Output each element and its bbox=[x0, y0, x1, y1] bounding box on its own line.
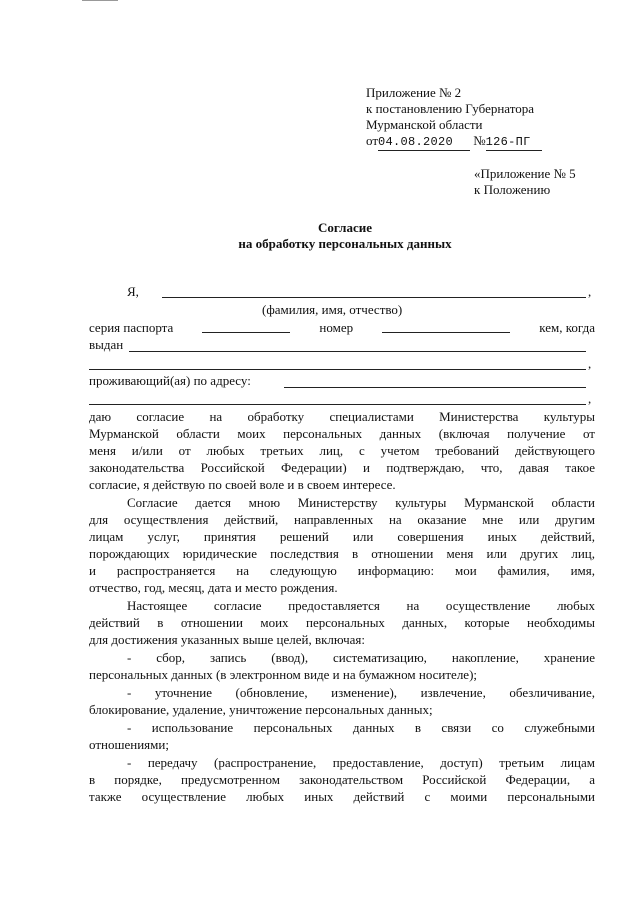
passport-number-field[interactable] bbox=[382, 320, 510, 333]
p1-line-1: даю согласие на обработку специалистами Министерства культуры bbox=[89, 409, 595, 424]
list1-line-1: - сбор, запись (ввод), систематизацию, накопление, хранение bbox=[127, 650, 595, 665]
address-field[interactable] bbox=[284, 387, 586, 388]
p2-line-3: лицам услуг, принятия решений или совершения иных действий, bbox=[89, 529, 595, 544]
issued-comma: , bbox=[588, 356, 592, 371]
p1-line-4: законодательства Российской Федерации) и подтверждаю, что, давая такое bbox=[89, 460, 595, 475]
decree-reference: к постановлению Губернатора bbox=[366, 101, 535, 116]
list3-line-2: отношениями; bbox=[89, 737, 169, 752]
appendix-number: Приложение № 2 bbox=[366, 85, 462, 100]
doc-subtitle: на обработку персональных данных bbox=[238, 236, 452, 251]
issued-field[interactable] bbox=[129, 351, 586, 352]
decree-number: 126-ПГ bbox=[486, 134, 542, 151]
regulation-reference: к Положению bbox=[474, 182, 551, 197]
passport-line bbox=[89, 320, 595, 336]
fio-caption: (фамилия, имя, отчество) bbox=[262, 302, 403, 317]
p2-line-2: для осуществления действий, направленных на оказание мне или другим bbox=[89, 512, 595, 527]
passport-number-label: номер bbox=[319, 320, 354, 335]
address-field-cont[interactable] bbox=[89, 404, 586, 405]
list3-line-1: - использование персональных данных в связи со служебными bbox=[127, 720, 595, 735]
list4-line-2: в порядке, предусмотренном законодательством Российской Федерации, а bbox=[89, 772, 595, 787]
sub-appendix-number: «Приложение № 5 bbox=[474, 166, 576, 181]
p3-line-2: действий в отношении моих персональных данных, которые необходимы bbox=[89, 615, 595, 630]
number-sign: № bbox=[473, 133, 486, 148]
list2-line-1: - уточнение (обновление, изменение), извлечение, обезличивание, bbox=[127, 685, 595, 700]
issued-label: выдан bbox=[89, 337, 124, 352]
p3-line-3: для достижения указанных выше целей, включая: bbox=[89, 632, 365, 647]
issued-by-label: кем, когда bbox=[539, 320, 595, 335]
p2-line-1: Согласие дается мною Министерству культуры Мурманской области bbox=[127, 495, 595, 510]
list4-line-1: - передачу (распространение, предоставление, доступ) третьим лицам bbox=[127, 755, 595, 770]
list4-line-3: также осуществление любых иных действий с моими персональными bbox=[89, 789, 595, 804]
date-prefix: от bbox=[366, 133, 379, 148]
p2-line-6: отчество, год, месяц, дата и место рождения. bbox=[89, 580, 338, 595]
decree-date: 04.08.2020 bbox=[378, 134, 470, 151]
p1-line-3: меня и/или от любых третьих лиц, с учетом требований действующего bbox=[89, 443, 595, 458]
p1-line-2: Мурманской области моих персональных данных (включая получение от bbox=[89, 426, 595, 441]
fio-comma: , bbox=[588, 284, 592, 299]
ya-label: Я, bbox=[127, 284, 139, 299]
fio-field[interactable] bbox=[162, 297, 586, 298]
address-label: проживающий(ая) по адресу: bbox=[89, 373, 251, 388]
scan-edge-mark bbox=[82, 0, 118, 1]
issued-field-cont[interactable] bbox=[89, 369, 586, 370]
region-name: Мурманской области bbox=[366, 117, 483, 132]
list1-line-2: персональных данных (в электронном виде и на бумажном носителе); bbox=[89, 667, 478, 682]
doc-title: Согласие bbox=[318, 220, 372, 235]
passport-series-field[interactable] bbox=[202, 320, 290, 333]
p2-line-5: и распространяется на следующую информацию: мои фамилия, имя, bbox=[89, 563, 595, 578]
passport-series-label: серия паспорта bbox=[89, 320, 174, 335]
list2-line-2: блокирование, удаление, уничтожение персональных данных; bbox=[89, 702, 433, 717]
p1-line-5: согласие, я действую по своей воле и в своем интересе. bbox=[89, 477, 396, 492]
address-comma: , bbox=[588, 391, 592, 406]
p2-line-4: порождающих юридические последствия в отношении меня или других лиц, bbox=[89, 546, 595, 561]
p3-line-1: Настоящее согласие предоставляется на осуществление любых bbox=[127, 598, 595, 613]
decree-date-line bbox=[366, 133, 542, 151]
